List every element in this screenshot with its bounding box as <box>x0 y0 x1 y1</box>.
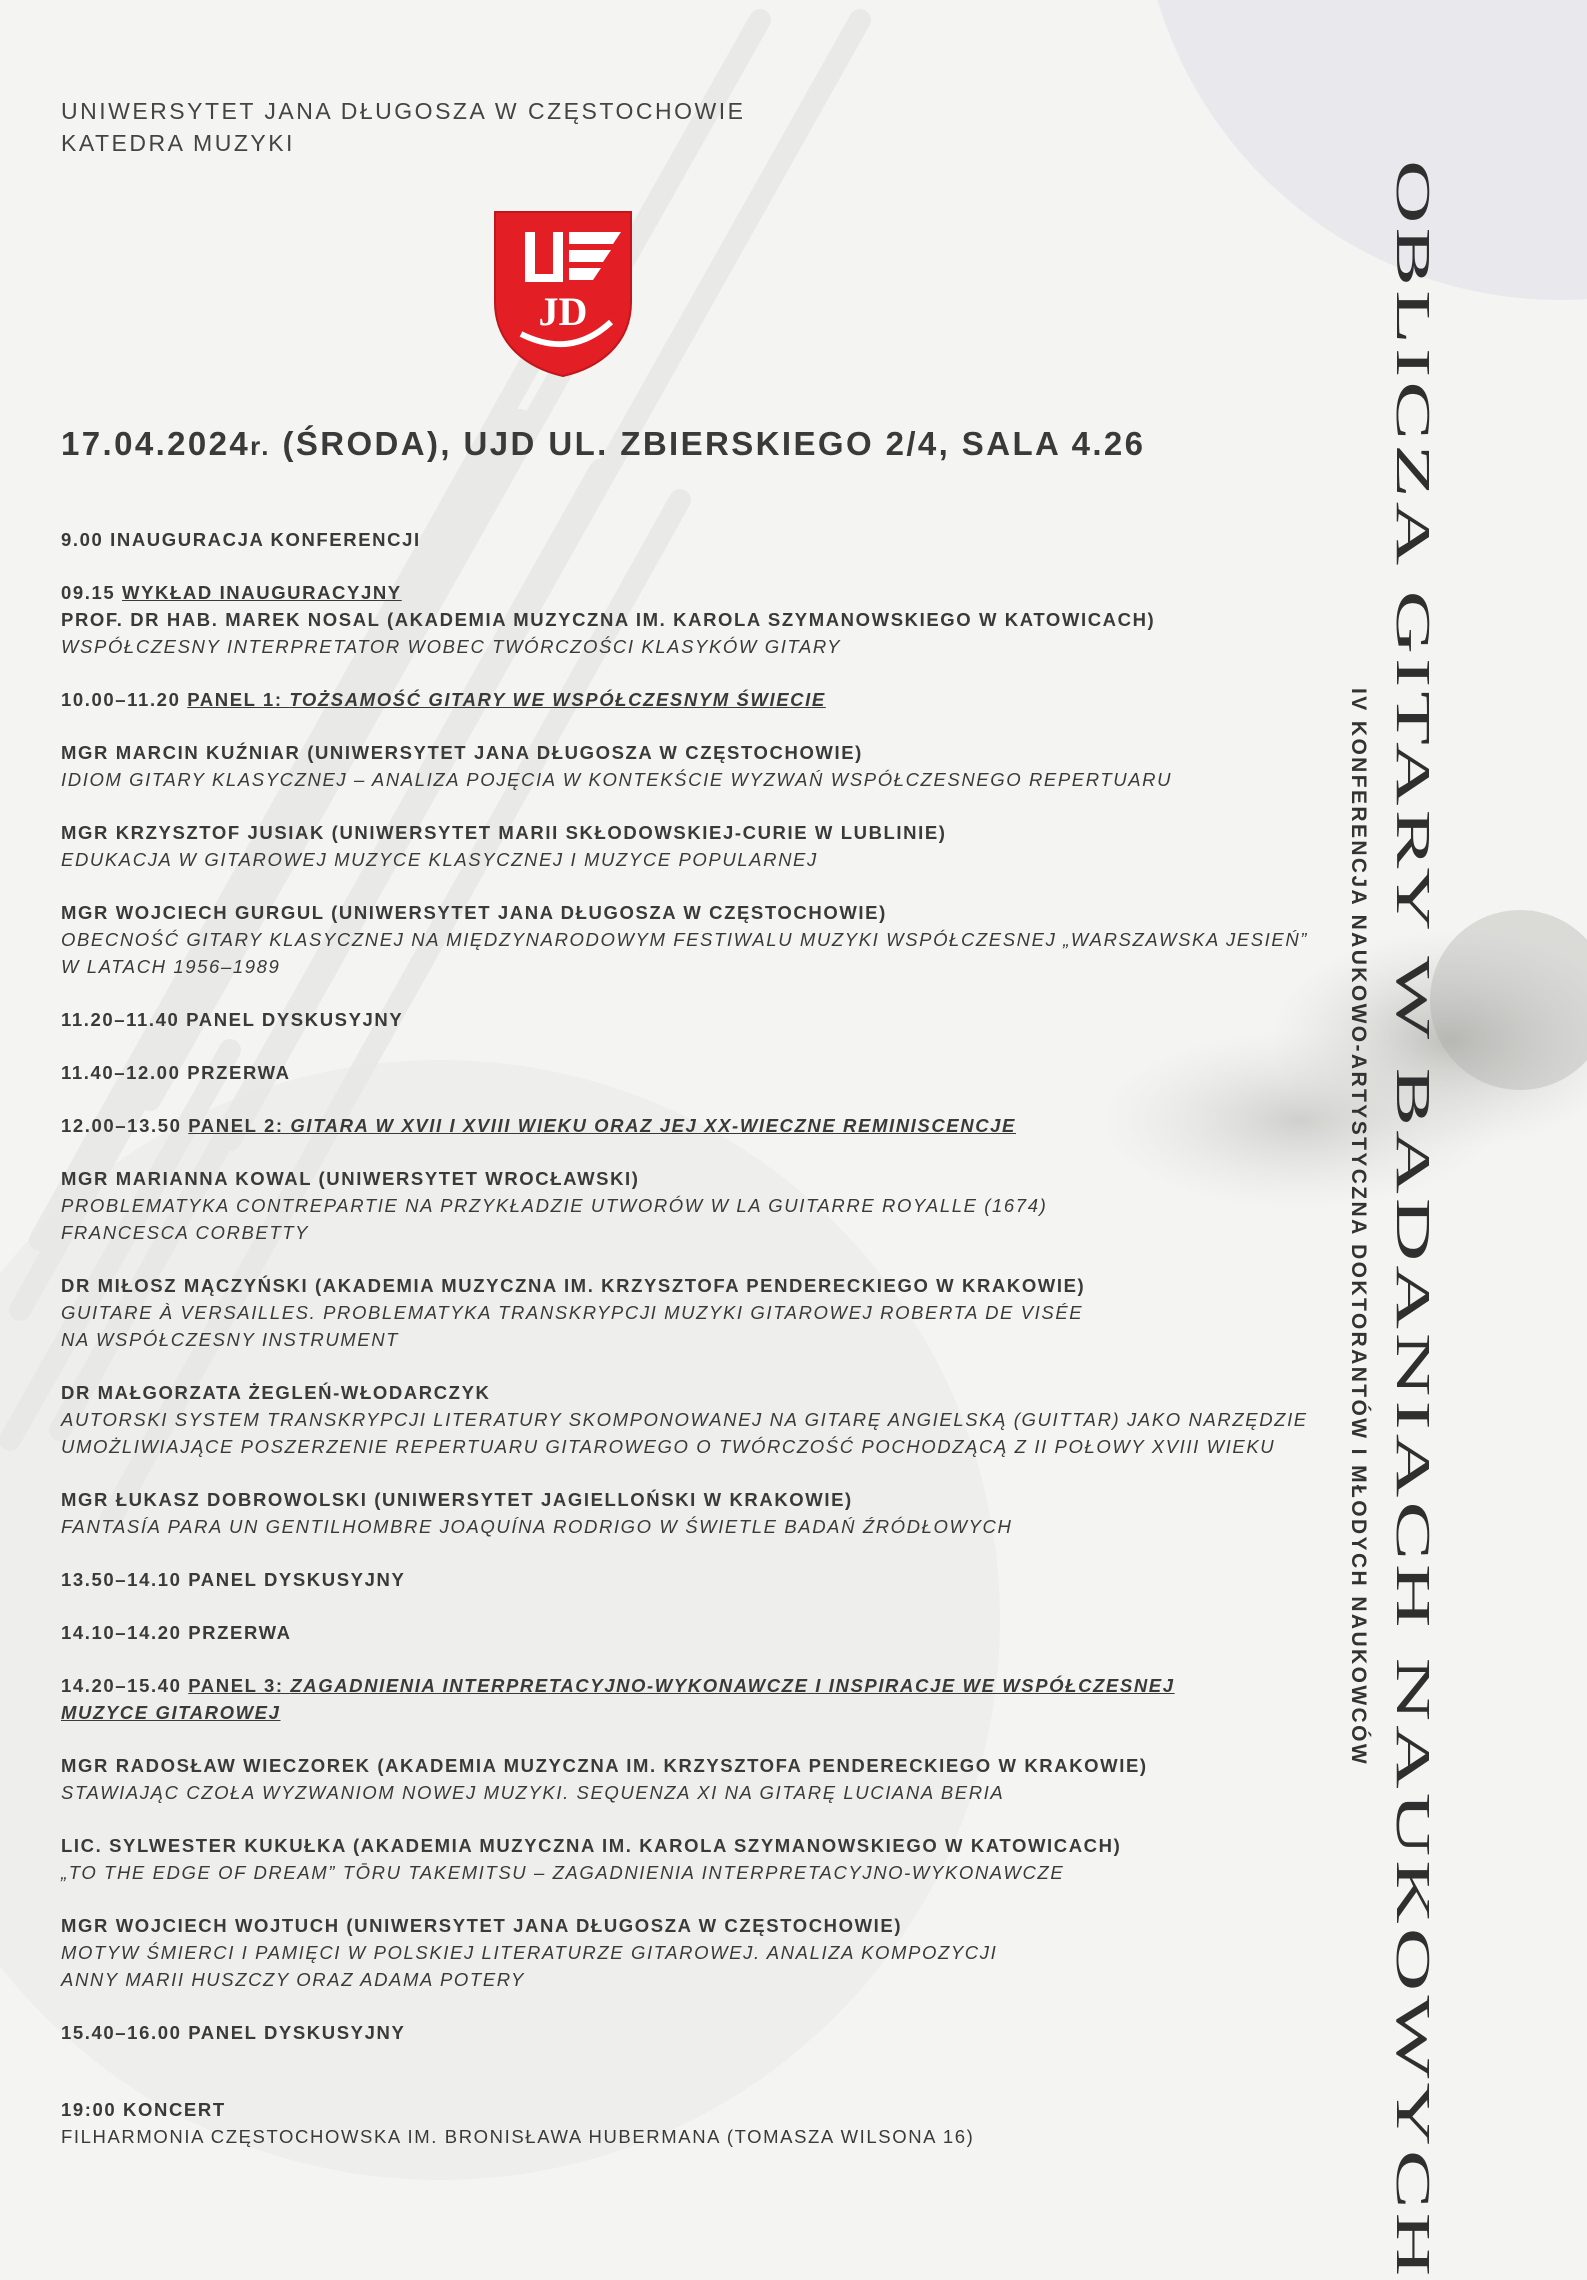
speaker: MGR MARIANNA KOWAL (UNIWERSYTET WROCŁAWSKI) <box>61 1168 640 1189</box>
time: 12.00–13.50 <box>61 1115 189 1136</box>
talk <box>61 1379 1311 1460</box>
talk-title: WSPÓŁCZESNY INTERPRETATOR WOBEC TWÓRCZOŚCI KLASYKÓW GITARY <box>61 636 842 657</box>
talk-title-continued: NA WSPÓŁCZESNY INSTRUMENT <box>61 1329 400 1350</box>
talk <box>61 899 1311 980</box>
talk <box>61 1912 1311 1993</box>
date-suffix: r. <box>250 431 271 461</box>
concert <box>61 2096 1311 2150</box>
break-label: 11.40–12.00 PRZERWA <box>61 1062 291 1083</box>
entry-heading <box>61 579 1311 606</box>
talk-title: FANTASÍA PARA UN GENTILHOMBRE JOAQUÍNA RODRIGO W ŚWIETLE BADAŃ ŹRÓDŁOWYCH <box>61 1516 1013 1537</box>
speaker: MGR WOJCIECH WOJTUCH (UNIWERSYTET JANA DŁUGOSZA W CZĘSTOCHOWIE) <box>61 1915 903 1936</box>
discussion-label: 15.40–16.00 PANEL DYSKUSYJNY <box>61 2022 406 2043</box>
panel-heading <box>61 686 1311 713</box>
time: 14.20–15.40 <box>61 1675 189 1696</box>
panel-title: GITARA W XVII I XVIII WIEKU ORAZ JEJ XX-WIECZNE REMINISCENCJE <box>290 1115 1016 1136</box>
conference-subtitle: IV KONFERENCJA NAUKOWO-ARTYSTYCZNA DOKTORANTÓW I MŁODYCH NAUKOWCÓW <box>1347 688 1370 1767</box>
talk-title: IDIOM GITARY KLASYCZNEJ – ANALIZA POJĘCIA W KONTEKŚCIE WYZWAŃ WSPÓŁCZESNEGO REPERTUARU <box>61 769 1173 790</box>
discussion-panel <box>61 1566 1311 1593</box>
speaker: PROF. DR HAB. MAREK NOSAL (AKADEMIA MUZYCZNA IM. KAROLA SZYMANOWSKIEGO W KATOWICACH) <box>61 609 1156 630</box>
panel-label: PANEL 2: <box>188 1115 291 1136</box>
talk <box>61 1272 1311 1353</box>
panel-title-continued: MUZYCE GITAROWEJ <box>61 1702 281 1723</box>
talk-title: STAWIAJĄC CZOŁA WYZWANIOM NOWEJ MUZYKI. SEQUENZA XI NA GITARĘ LUCIANA BERIA <box>61 1782 1005 1803</box>
speaker: MGR KRZYSZTOF JUSIAK (UNIWERSYTET MARII SKŁODOWSKIEJ-CURIE W LUBLINIE) <box>61 822 947 843</box>
talk-title-continued: W LATACH 1956–1989 <box>61 956 281 977</box>
speaker: MGR RADOSŁAW WIECZOREK (AKADEMIA MUZYCZNA IM. KRZYSZTOFA PENDERECKIEGO W KRAKOWIE) <box>61 1755 1148 1776</box>
panel-title: ZAGADNIENIA INTERPRETACYJNO-WYKONAWCZE I INSPIRACJE WE WSPÓŁCZESNEJ <box>290 1675 1175 1696</box>
header <box>61 95 745 159</box>
time: 09.15 <box>61 582 123 603</box>
discussion-label: 11.20–11.40 PANEL DYSKUSYJNY <box>61 1009 404 1030</box>
conference-title: OBLICZA GITARY W BADANIACH NAUKOWYCH <box>1385 160 1440 2280</box>
talk-title: EDUKACJA W GITAROWEJ MUZYCE KLASYCZNEJ I MUZYCE POPULARNEJ <box>61 849 818 870</box>
entry-label: WYKŁAD INAUGURACYJNY <box>122 582 402 603</box>
talk <box>61 1165 1311 1246</box>
speaker: LIC. SYLWESTER KUKUŁKA (AKADEMIA MUZYCZNA IM. KAROLA SZYMANOWSKIEGO W KATOWICACH) <box>61 1835 1122 1856</box>
svg-text:JD: JD <box>538 289 588 334</box>
department-name: KATEDRA MUZYKI <box>61 130 295 156</box>
talk-title: AUTORSKI SYSTEM TRANSKRYPCJI LITERATURY SKOMPONOWANEJ NA GITARĘ ANGIELSKĄ (GUITTAR) JAKO NARZĘDZIE <box>61 1409 1308 1430</box>
conference-location: (ŚRODA), UJD UL. ZBIERSKIEGO 2/4, SALA 4.26 <box>270 425 1146 462</box>
talk <box>61 1752 1311 1806</box>
program-entry <box>61 579 1311 660</box>
break <box>61 1059 1311 1086</box>
concert-time: 19:00 KONCERT <box>61 2099 226 2120</box>
talk-title: PROBLEMATYKA CONTREPARTIE NA PRZYKŁADZIE UTWORÓW W LA GUITARRE ROYALLE (1674) <box>61 1195 1048 1216</box>
discussion-panel <box>61 1006 1311 1033</box>
talk <box>61 1832 1311 1886</box>
entry-heading: 9.00 INAUGURACJA KONFERENCJI <box>61 529 421 550</box>
talk <box>61 739 1311 793</box>
speaker: MGR MARCIN KUŹNIAR (UNIWERSYTET JANA DŁUGOSZA W CZĘSTOCHOWIE) <box>61 742 863 763</box>
speaker: DR MAŁGORZATA ŻEGLEŃ-WŁODARCZYK <box>61 1382 491 1403</box>
talk <box>61 1486 1311 1540</box>
date-location <box>61 425 1145 463</box>
program <box>61 526 1311 2176</box>
panel-heading <box>61 1672 1311 1726</box>
talk-title-continued: UMOŻLIWIAJĄCE POSZERZENIE REPERTUARU GITAROWEGO O TWÓRCZOŚĆ POCHODZĄCĄ Z II POŁOWY XVIII WIEKU <box>61 1436 1276 1457</box>
discussion-panel <box>61 2019 1311 2046</box>
conference-date: 17.04.2024 <box>61 425 251 462</box>
break-label: 14.10–14.20 PRZERWA <box>61 1622 292 1643</box>
talk-title: MOTYW ŚMIERCI I PAMIĘCI W POLSKIEJ LITERATURZE GITAROWEJ. ANALIZA KOMPOZYCJI <box>61 1942 998 1963</box>
program-entry <box>61 526 1311 553</box>
panel-heading <box>61 1112 1311 1139</box>
panel-label: PANEL 1: <box>187 689 290 710</box>
talk-title-continued: ANNY MARII HUSZCZY ORAZ ADAMA POTERY <box>61 1969 525 1990</box>
concert-place: FILHARMONIA CZĘSTOCHOWSKA IM. BRONISŁAWA HUBERMANA (TOMASZA WILSONA 16) <box>61 2126 975 2147</box>
talk-title: „TO THE EDGE OF DREAM” TŌRU TAKEMITSU – ZAGADNIENIA INTERPRETACYJNO-WYKONAWCZE <box>61 1862 1065 1883</box>
time: 10.00–11.20 <box>61 689 188 710</box>
talk <box>61 819 1311 873</box>
panel-title: TOŻSAMOŚĆ GITARY WE WSPÓŁCZESNYM ŚWIECIE <box>289 689 826 710</box>
ujd-logo <box>493 210 633 378</box>
speaker: DR MIŁOSZ MĄCZYŃSKI (AKADEMIA MUZYCZNA IM. KRZYSZTOFA PENDERECKIEGO W KRAKOWIE) <box>61 1275 1086 1296</box>
speaker: MGR ŁUKASZ DOBROWOLSKI (UNIWERSYTET JAGIELLOŃSKI W KRAKOWIE) <box>61 1489 853 1510</box>
talk-title: GUITARE À VERSAILLES. PROBLEMATYKA TRANSKRYPCJI MUZYKI GITAROWEJ ROBERTA DE VISÉE <box>61 1302 1084 1323</box>
break <box>61 1619 1311 1646</box>
talk-title-continued: FRANCESCA CORBETTY <box>61 1222 310 1243</box>
speaker: MGR WOJCIECH GURGUL (UNIWERSYTET JANA DŁUGOSZA W CZĘSTOCHOWIE) <box>61 902 887 923</box>
panel-label: PANEL 3: <box>188 1675 291 1696</box>
talk-title: OBECNOŚĆ GITARY KLASYCZNEJ NA MIĘDZYNARODOWYM FESTIWALU MUZYKI WSPÓŁCZESNEJ „WARSZAWSKA JESIEŃ” <box>61 929 1309 950</box>
discussion-label: 13.50–14.10 PANEL DYSKUSYJNY <box>61 1569 406 1590</box>
university-name: UNIWERSYTET JANA DŁUGOSZA W CZĘSTOCHOWIE <box>61 98 746 124</box>
